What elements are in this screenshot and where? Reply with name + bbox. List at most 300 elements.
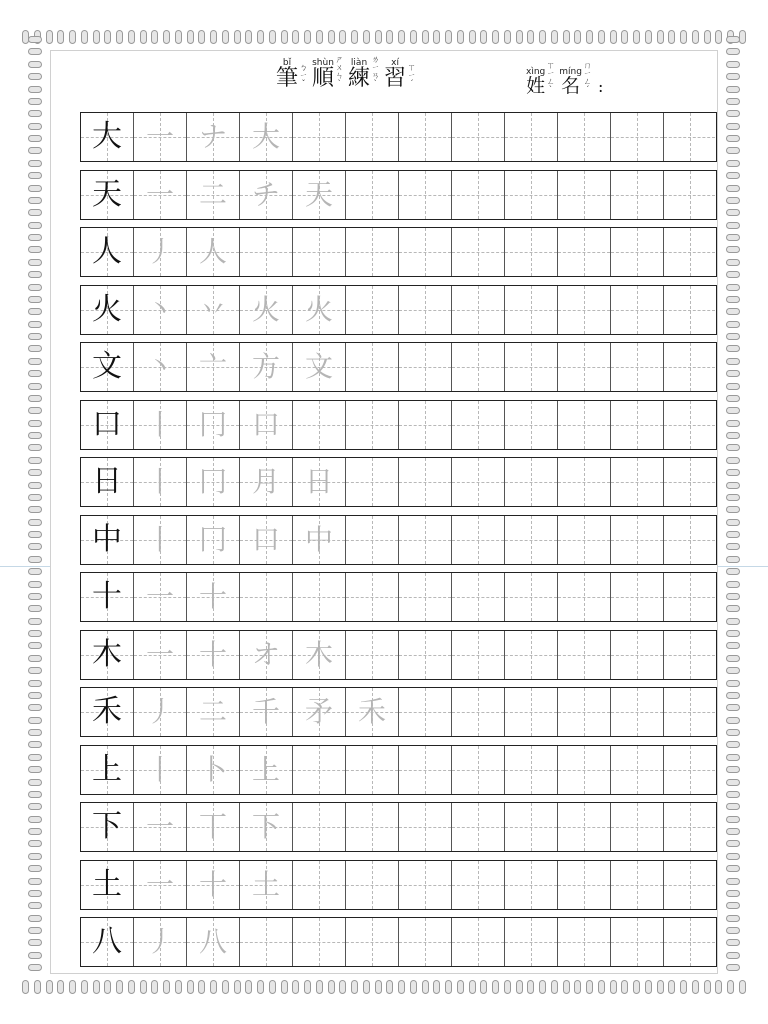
chain-link [445, 30, 452, 44]
writing-cell[interactable] [346, 803, 399, 851]
writing-cell[interactable] [399, 458, 452, 506]
stroke-step-glyph: 丿 [145, 925, 174, 958]
writing-cell[interactable] [346, 746, 399, 794]
chain-link [28, 581, 42, 588]
chain-link [726, 36, 740, 43]
chain-link [28, 655, 42, 662]
writing-cell[interactable] [505, 688, 558, 736]
writing-cell[interactable] [399, 171, 452, 219]
writing-cell[interactable] [558, 228, 611, 276]
stroke-step-glyph: 二 [198, 178, 227, 211]
stroke-step-glyph: 卜 [198, 753, 227, 786]
writing-cell[interactable] [293, 861, 346, 909]
writing-cell[interactable] [664, 228, 715, 276]
chain-link [245, 30, 252, 44]
writing-cell[interactable] [505, 861, 558, 909]
chain-link [726, 692, 740, 699]
stroke-step-glyph: 禾 [357, 695, 386, 728]
writing-cell[interactable] [399, 228, 452, 276]
chain-link [726, 296, 740, 303]
writing-cell[interactable] [399, 688, 452, 736]
chain-link [726, 593, 740, 600]
stroke-step-glyph: 方 [251, 350, 280, 383]
writing-cell[interactable] [558, 861, 611, 909]
chain-link [351, 980, 358, 994]
chain-link [726, 147, 740, 154]
writing-cell[interactable] [611, 918, 664, 966]
writing-cell[interactable] [558, 401, 611, 449]
chain-link [69, 30, 76, 44]
writing-cell[interactable] [611, 113, 664, 161]
chain-link [726, 878, 740, 885]
chain-link [726, 642, 740, 649]
model-character-cell [81, 458, 134, 506]
writing-cell[interactable] [611, 573, 664, 621]
chain-link [726, 246, 740, 253]
chain-link [28, 568, 42, 575]
writing-cell[interactable] [664, 631, 715, 679]
chain-link [726, 754, 740, 761]
chain-link [610, 30, 617, 44]
model-character: 文 [92, 349, 122, 384]
title-zhuyin: ㄕㄨㄣˋ [335, 55, 344, 88]
model-character: 火 [92, 292, 122, 327]
writing-cell[interactable] [452, 113, 505, 161]
writing-cell[interactable] [558, 688, 611, 736]
practice-row [80, 802, 717, 852]
chain-link [28, 383, 42, 390]
writing-cell[interactable] [399, 631, 452, 679]
model-character-cell [81, 228, 134, 276]
chain-link [726, 271, 740, 278]
chain-link [668, 980, 675, 994]
writing-cell[interactable] [346, 458, 399, 506]
writing-cell[interactable] [558, 113, 611, 161]
chain-link [245, 980, 252, 994]
stroke-step-cell [240, 458, 293, 506]
stroke-step-glyph: 火 [304, 293, 333, 326]
writing-cell[interactable] [399, 573, 452, 621]
writing-cell[interactable] [505, 573, 558, 621]
writing-cell[interactable] [293, 746, 346, 794]
fold-line-left [0, 566, 50, 567]
chain-link [726, 308, 740, 315]
writing-cell[interactable] [664, 171, 715, 219]
stroke-step-cell [240, 286, 293, 334]
chain-link [726, 185, 740, 192]
chain-link [633, 30, 640, 44]
writing-cell[interactable] [611, 228, 664, 276]
chain-link [28, 902, 42, 909]
model-character: 口 [92, 407, 122, 442]
chain-link [22, 980, 29, 994]
writing-cell[interactable] [452, 286, 505, 334]
writing-cell[interactable] [505, 171, 558, 219]
model-character: 木 [92, 637, 122, 672]
writing-cell[interactable] [346, 918, 399, 966]
writing-cell[interactable] [505, 803, 558, 851]
writing-cell[interactable] [611, 688, 664, 736]
name-hanzi: 名 [561, 75, 581, 97]
writing-cell[interactable] [399, 516, 452, 564]
chain-link [28, 816, 42, 823]
stroke-step-cell [240, 516, 293, 564]
chain-link [28, 333, 42, 340]
stroke-step-glyph: 一 [145, 580, 174, 613]
model-character-cell [81, 171, 134, 219]
writing-cell[interactable] [558, 631, 611, 679]
writing-cell[interactable] [505, 918, 558, 966]
writing-cell[interactable] [558, 918, 611, 966]
stroke-step-glyph: 丿 [145, 235, 174, 268]
chain-link [516, 30, 523, 44]
title-zhuyin: ㄅㄧˇ [299, 63, 308, 88]
chain-link [657, 30, 664, 44]
chain-link [28, 939, 42, 946]
chain-link [386, 980, 393, 994]
chain-link [28, 420, 42, 427]
chain-link [574, 30, 581, 44]
chain-link [28, 853, 42, 860]
chain-link [28, 284, 42, 291]
writing-cell[interactable] [293, 113, 346, 161]
chain-link [726, 840, 740, 847]
writing-cell[interactable] [664, 573, 715, 621]
writing-cell[interactable] [452, 401, 505, 449]
model-character: 上 [92, 752, 122, 787]
writing-cell[interactable] [611, 803, 664, 851]
chain-link [715, 30, 722, 44]
stroke-step-cell [187, 401, 240, 449]
writing-cell[interactable] [558, 746, 611, 794]
writing-cell[interactable] [611, 861, 664, 909]
chain-link [726, 939, 740, 946]
writing-cell[interactable] [399, 861, 452, 909]
chain-link [28, 840, 42, 847]
chain-link [398, 980, 405, 994]
stroke-step-glyph: 口 [251, 523, 280, 556]
title-pinyin: shùn [312, 58, 334, 68]
writing-cell[interactable] [452, 228, 505, 276]
chain-link [726, 135, 740, 142]
writing-cell[interactable] [399, 746, 452, 794]
chain-link [28, 172, 42, 179]
chain-link [28, 642, 42, 649]
practice-row [80, 457, 717, 507]
chain-link [28, 370, 42, 377]
chain-link [257, 30, 264, 44]
name-pinyin: xìng [526, 67, 546, 77]
stroke-step-glyph: 口 [251, 408, 280, 441]
writing-cell[interactable] [664, 688, 715, 736]
stroke-step-cell [293, 631, 346, 679]
chain-link [726, 123, 740, 130]
writing-cell[interactable] [452, 861, 505, 909]
chain-link [504, 980, 511, 994]
chain-link [281, 980, 288, 994]
writing-cell[interactable] [664, 401, 715, 449]
writing-cell[interactable] [558, 803, 611, 851]
writing-cell[interactable] [611, 286, 664, 334]
stroke-step-cell [134, 401, 187, 449]
chain-link [633, 980, 640, 994]
chain-link [28, 259, 42, 266]
writing-cell[interactable] [664, 861, 715, 909]
model-character: 土 [92, 867, 122, 902]
chain-link [28, 494, 42, 501]
chain-link [726, 890, 740, 897]
chain-link [726, 865, 740, 872]
chain-link [492, 30, 499, 44]
chain-link [727, 980, 734, 994]
model-character-cell [81, 286, 134, 334]
stroke-step-glyph: 一 [145, 638, 174, 671]
fold-line-right [718, 566, 768, 567]
chain-link [28, 457, 42, 464]
stroke-step-glyph: 十 [198, 868, 227, 901]
chain-link [433, 980, 440, 994]
model-character: 下 [92, 809, 122, 844]
chain-link [726, 543, 740, 550]
chain-link [726, 98, 740, 105]
stroke-step-cell [134, 113, 187, 161]
chain-link [726, 395, 740, 402]
writing-cell[interactable] [346, 573, 399, 621]
writing-cell[interactable] [452, 516, 505, 564]
writing-cell[interactable] [505, 113, 558, 161]
writing-cell[interactable] [452, 746, 505, 794]
stroke-step-cell [187, 286, 240, 334]
stroke-step-glyph: 下 [251, 810, 280, 843]
stroke-step-glyph: 冂 [198, 465, 227, 498]
writing-cell[interactable] [664, 746, 715, 794]
writing-cell[interactable] [346, 228, 399, 276]
writing-cell[interactable] [505, 631, 558, 679]
chain-link [726, 259, 740, 266]
writing-cell[interactable] [505, 516, 558, 564]
stroke-step-cell [134, 631, 187, 679]
stroke-step-cell [293, 171, 346, 219]
chain-link [28, 667, 42, 674]
chain-link [386, 30, 393, 44]
chain-link [28, 98, 42, 105]
stroke-step-glyph: 丅 [198, 810, 227, 843]
writing-cell[interactable] [346, 113, 399, 161]
model-character: 日 [92, 464, 122, 499]
writing-cell[interactable] [293, 573, 346, 621]
writing-cell[interactable] [611, 631, 664, 679]
writing-cell[interactable] [293, 918, 346, 966]
writing-cell[interactable] [346, 343, 399, 391]
chain-link [257, 980, 264, 994]
writing-cell[interactable] [399, 803, 452, 851]
writing-cell[interactable] [452, 688, 505, 736]
writing-cell[interactable] [452, 458, 505, 506]
writing-cell[interactable] [452, 631, 505, 679]
writing-cell[interactable] [664, 458, 715, 506]
title-hanzi: 順 [312, 66, 335, 91]
chain-link [363, 980, 370, 994]
writing-cell[interactable] [505, 228, 558, 276]
chain-link [28, 147, 42, 154]
writing-cell[interactable] [399, 918, 452, 966]
stroke-step-glyph: 上 [251, 753, 280, 786]
title-hanzi: 習 [384, 66, 407, 91]
writing-cell[interactable] [240, 918, 293, 966]
chain-link [28, 296, 42, 303]
writing-cell[interactable] [452, 171, 505, 219]
writing-cell[interactable] [664, 803, 715, 851]
model-character: 大 [92, 119, 122, 154]
writing-cell[interactable] [664, 343, 715, 391]
writing-cell[interactable] [611, 171, 664, 219]
chain-link [680, 980, 687, 994]
writing-cell[interactable] [664, 286, 715, 334]
chain-link [539, 980, 546, 994]
chain-link [28, 890, 42, 897]
model-character-cell [81, 113, 134, 161]
chain-link [726, 791, 740, 798]
writing-cell[interactable] [452, 573, 505, 621]
chain-link [234, 980, 241, 994]
stroke-step-cell [293, 286, 346, 334]
writing-cell[interactable] [346, 171, 399, 219]
chain-link [116, 30, 123, 44]
writing-cell[interactable] [399, 343, 452, 391]
writing-cell[interactable] [505, 746, 558, 794]
chain-link [46, 980, 53, 994]
chain-link [726, 680, 740, 687]
chain-link [28, 185, 42, 192]
chain-link [469, 980, 476, 994]
stroke-step-cell [240, 861, 293, 909]
chain-link [598, 30, 605, 44]
writing-cell[interactable] [664, 113, 715, 161]
chain-link [726, 506, 740, 513]
chain-link [28, 123, 42, 130]
writing-cell[interactable] [452, 343, 505, 391]
writing-cell[interactable] [293, 228, 346, 276]
model-character: 禾 [92, 694, 122, 729]
writing-cell[interactable] [558, 171, 611, 219]
chain-link [621, 980, 628, 994]
chain-link [93, 980, 100, 994]
name-zhuyin: ㄒㄧㄥˋ [546, 61, 555, 94]
writing-cell[interactable] [346, 286, 399, 334]
writing-cell[interactable] [346, 516, 399, 564]
stroke-step-glyph: 丷 [198, 293, 227, 326]
chain-link [234, 30, 241, 44]
writing-cell[interactable] [558, 343, 611, 391]
chain-link [28, 593, 42, 600]
chain-link [28, 766, 42, 773]
writing-cell[interactable] [452, 803, 505, 851]
writing-cell[interactable] [611, 516, 664, 564]
stroke-step-glyph: オ [251, 638, 280, 671]
chain-link [504, 30, 511, 44]
writing-cell[interactable] [558, 458, 611, 506]
chain-link [28, 506, 42, 513]
practice-row [80, 170, 717, 220]
right-chain-border [726, 36, 740, 972]
chain-link [28, 234, 42, 241]
writing-cell[interactable] [611, 458, 664, 506]
chain-link [726, 469, 740, 476]
chain-link [726, 432, 740, 439]
stroke-step-cell [293, 516, 346, 564]
writing-cell[interactable] [611, 746, 664, 794]
model-character-cell [81, 803, 134, 851]
chain-link [726, 73, 740, 80]
chain-link [726, 902, 740, 909]
stroke-step-glyph: 一 [145, 810, 174, 843]
chain-link [351, 30, 358, 44]
chain-link [28, 556, 42, 563]
stroke-step-glyph: 土 [251, 868, 280, 901]
chain-link [28, 222, 42, 229]
stroke-step-cell [187, 458, 240, 506]
chain-link [93, 30, 100, 44]
writing-cell[interactable] [664, 918, 715, 966]
stroke-step-cell [134, 688, 187, 736]
chain-link [363, 30, 370, 44]
writing-cell[interactable] [346, 401, 399, 449]
chain-link [28, 878, 42, 885]
chain-link [726, 345, 740, 352]
stroke-step-glyph: 亠 [198, 350, 227, 383]
writing-cell[interactable] [664, 516, 715, 564]
stroke-step-glyph: 丶 [145, 350, 174, 383]
writing-cell[interactable] [346, 631, 399, 679]
writing-cell[interactable] [399, 401, 452, 449]
stroke-step-glyph: 火 [251, 293, 280, 326]
chain-link [726, 172, 740, 179]
stroke-step-cell [134, 343, 187, 391]
writing-cell[interactable] [240, 228, 293, 276]
stroke-step-glyph: 十 [198, 580, 227, 613]
model-character-cell [81, 631, 134, 679]
writing-cell[interactable] [505, 401, 558, 449]
writing-cell[interactable] [505, 343, 558, 391]
writing-cell[interactable] [399, 286, 452, 334]
chain-link [292, 30, 299, 44]
writing-cell[interactable] [293, 401, 346, 449]
writing-cell[interactable] [399, 113, 452, 161]
writing-cell[interactable] [558, 516, 611, 564]
writing-cell[interactable] [346, 861, 399, 909]
chain-link [28, 444, 42, 451]
chain-link [398, 30, 405, 44]
writing-cell[interactable] [505, 458, 558, 506]
chain-link [28, 803, 42, 810]
chain-link [140, 980, 147, 994]
writing-cell[interactable] [452, 918, 505, 966]
title-zhuyin: ㄒㄧˊ [407, 63, 416, 88]
writing-cell[interactable] [240, 573, 293, 621]
writing-cell[interactable] [611, 401, 664, 449]
writing-cell[interactable] [611, 343, 664, 391]
writing-cell[interactable] [558, 573, 611, 621]
writing-cell[interactable] [505, 286, 558, 334]
chain-link [563, 980, 570, 994]
chain-link [726, 234, 740, 241]
chain-link [726, 333, 740, 340]
writing-cell[interactable] [293, 803, 346, 851]
chain-link [116, 980, 123, 994]
stroke-step-cell [134, 918, 187, 966]
writing-cell[interactable] [558, 286, 611, 334]
chain-link [726, 655, 740, 662]
